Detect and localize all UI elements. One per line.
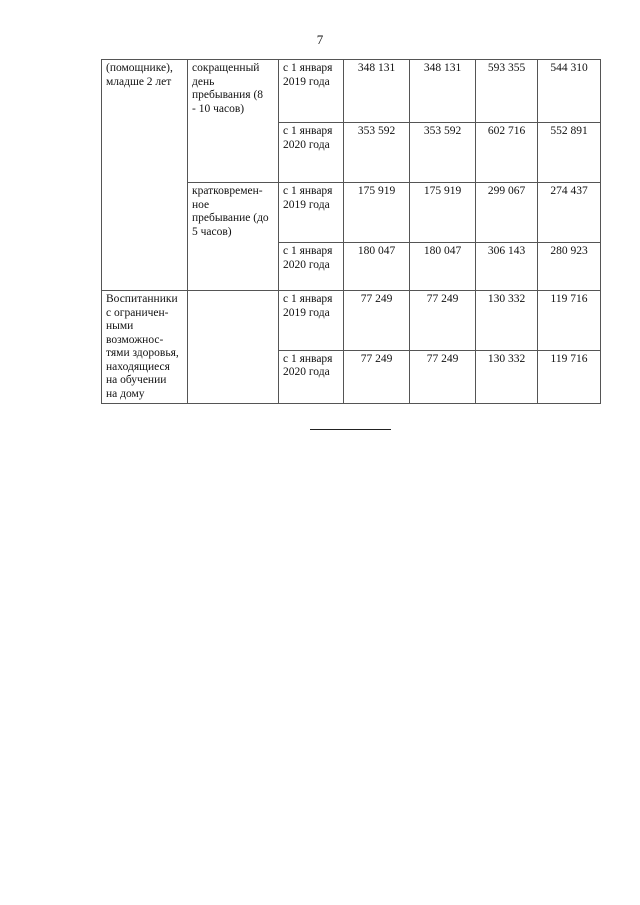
page-number: 7 [316,32,324,47]
date-cell: с 1 января 2019 года [279,291,344,351]
value-cell: 180 047 [344,243,410,291]
value-cell: 180 047 [410,243,476,291]
value-cell: 130 332 [476,350,538,403]
value-cell: 77 249 [410,291,476,351]
date-cell: с 1 января 2020 года [279,350,344,403]
date-cell: с 1 января 2019 года [279,60,344,123]
value-cell: 593 355 [476,60,538,123]
value-cell: 353 592 [410,123,476,183]
value-cell: 77 249 [344,291,410,351]
value-cell: 119 716 [538,350,601,403]
value-cell: 130 332 [476,291,538,351]
value-cell: 306 143 [476,243,538,291]
date-cell: с 1 января 2020 года [279,243,344,291]
value-cell: 348 131 [344,60,410,123]
date-cell: с 1 января 2019 года [279,183,344,243]
category-cell: Воспитанники с ограничен- ными возможнос- тями здоровья, находящиеся на обучении на дому [102,291,188,404]
value-cell: 119 716 [538,291,601,351]
table-row [102,60,601,123]
value-cell: 175 919 [344,183,410,243]
value-cell: 299 067 [476,183,538,243]
mode-cell [188,291,279,404]
value-cell: 353 592 [344,123,410,183]
table-row [102,291,601,351]
value-cell: 602 716 [476,123,538,183]
value-cell: 77 249 [344,350,410,403]
value-cell: 348 131 [410,60,476,123]
mode-cell: сокращенный день пребывания (8 - 10 часов) [188,60,279,183]
value-cell: 544 310 [538,60,601,123]
date-cell: с 1 января 2020 года [279,123,344,183]
value-cell: 280 923 [538,243,601,291]
value-cell: 552 891 [538,123,601,183]
value-cell: 77 249 [410,350,476,403]
value-cell: 274 437 [538,183,601,243]
category-cell: (помощнике), младше 2 лет [102,60,188,291]
value-cell: 175 919 [410,183,476,243]
footer-divider [310,429,391,430]
mode-cell: кратковремен- ное пребывание (до 5 часов) [188,183,279,291]
tariff-table [101,59,601,404]
